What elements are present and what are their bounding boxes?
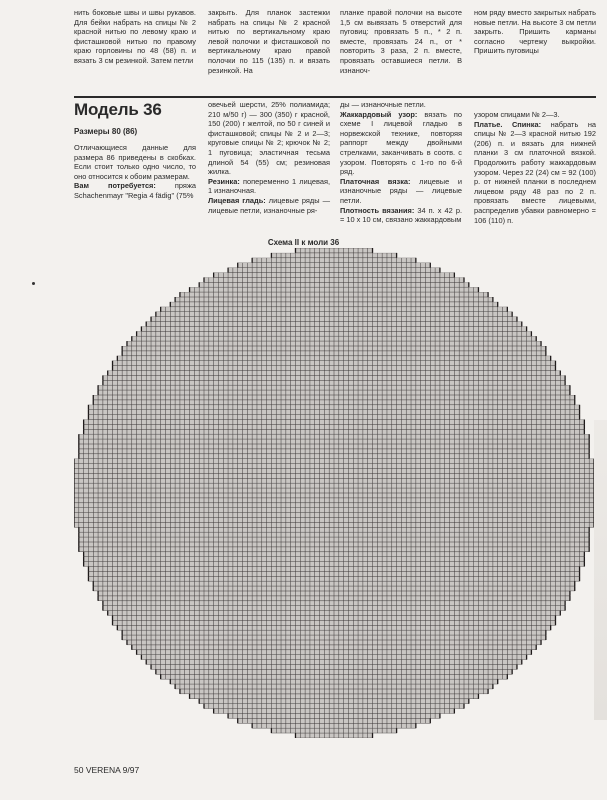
gauge-heading: Плотность вязания: [340, 205, 415, 215]
rib-heading: Резинка: [208, 176, 240, 186]
jacquard-text: вязать по схеме I лицевой гладью в норвежской технике, повторяя раппорт между двойными стрелками, заканчивать в соотв. с узором. Повторять с 1-го по 6-й ряд. [340, 109, 462, 177]
circle-grid-chart [74, 248, 594, 738]
top-column-4: ном ряду вместо закрытых набрать новые петли. На высоте 3 см петли закрыть. Пришить карманы согласно чертежу выкройки. Пришить пуговицы [474, 8, 596, 56]
dress-back-heading: Платье. Спинка: [474, 119, 542, 129]
top-column-2: закрыть. Для планок застежки набрать на спицы № 2 красной нитью по вертикальному краю левой полочки и фисташковой по вертикальному краю правой полочки по 115 (135) п. и вязать резинкой. На [208, 8, 330, 75]
materials-continued: овечьей шерсти, 25% полиамида; 210 м/50 г) — 300 (350) г красной, 150 (200) г желтой, по 50 г синей и фисташковой; спицы № 2 и 2—3; круговые спицы № 2; крючок № 2; 1 пуговица; эластичная тесьма длиной 54 (55) см; резиновая жилка. [208, 100, 330, 177]
scheme-title: Схема II к моли 36 [267, 238, 340, 247]
stockinette-heading: Лицевая гладь: [208, 195, 266, 205]
materials-text: пряжа Schachenmayr "Regia 4 fädig" (75% [74, 181, 196, 200]
gauge-text: 34 п. x 42 р. = 10 x 10 см, связано жаккардовым [340, 205, 463, 225]
top-column-1: нить боковые швы и швы рукавов. Для бейки набрать на спицы № 2 красной нитью по левому краю и фисташковой нитью по правому краю горловины по 48 (58) п. и вязать 3 см резинкой. Затем петли [74, 8, 196, 65]
gauge-continued: узором спицами № 2—3. [474, 110, 560, 119]
materials-heading: Вам потребуется: [74, 181, 156, 191]
body-column-4 [474, 110, 596, 225]
body-column-3 [340, 100, 462, 225]
jacquard-heading: Жаккардовый узор: [340, 109, 418, 119]
dress-back-text: набрать на спицы № 2—3 красной нитью 192 (206) п. и вязать для нижней планки 3 см платочной вязкой. Продолжить работу жаккардовым узором. Через 22 (24) см = 92 (100) р. от нижней планки в последнем лицевом ряду 48 раз по 2 п. провязать вместе лицевыми, распределив убавки равномерно = 106 (110) п. [474, 119, 597, 225]
page-edge-shadow [594, 420, 607, 720]
model-title: Модель 36 [74, 100, 162, 119]
rib-text: попеременно 1 лицевая, 1 изнаночная. [208, 176, 330, 196]
stockinette-continued: ды — изнаночные петли. [340, 100, 426, 109]
print-speck [32, 282, 35, 285]
sizes-line: Размеры 80 (86) [74, 127, 138, 136]
stockinette-text: лицевые ряды — лицевые петли, изнаночные ря- [208, 195, 330, 215]
body-column-2 [208, 100, 330, 215]
grid-cells [74, 248, 594, 738]
top-column-3: планке правой полочки на высоте 1,5 см вывязать 5 отверстий для пуговиц: провязать 5 п., * 2 п. вместе, провязать 24 п., от * повторить 3 раза, 2 п. вместе, провязать оставшиеся петли. В изнаноч- [340, 8, 462, 75]
intro-text: Отличающиеся данные для размера 86 приведены в скобках. Если стоит только одно число, то оно относится к обоим размерам. [74, 143, 196, 181]
garter-heading: Платочная вязка: [340, 176, 411, 186]
garter-text: лицевые и изнаночные ряды — лицевые петли. [340, 176, 463, 205]
body-column-1 [74, 143, 196, 201]
section-divider [74, 96, 596, 98]
page-footer: 50 VERENA 9/97 [74, 765, 140, 775]
